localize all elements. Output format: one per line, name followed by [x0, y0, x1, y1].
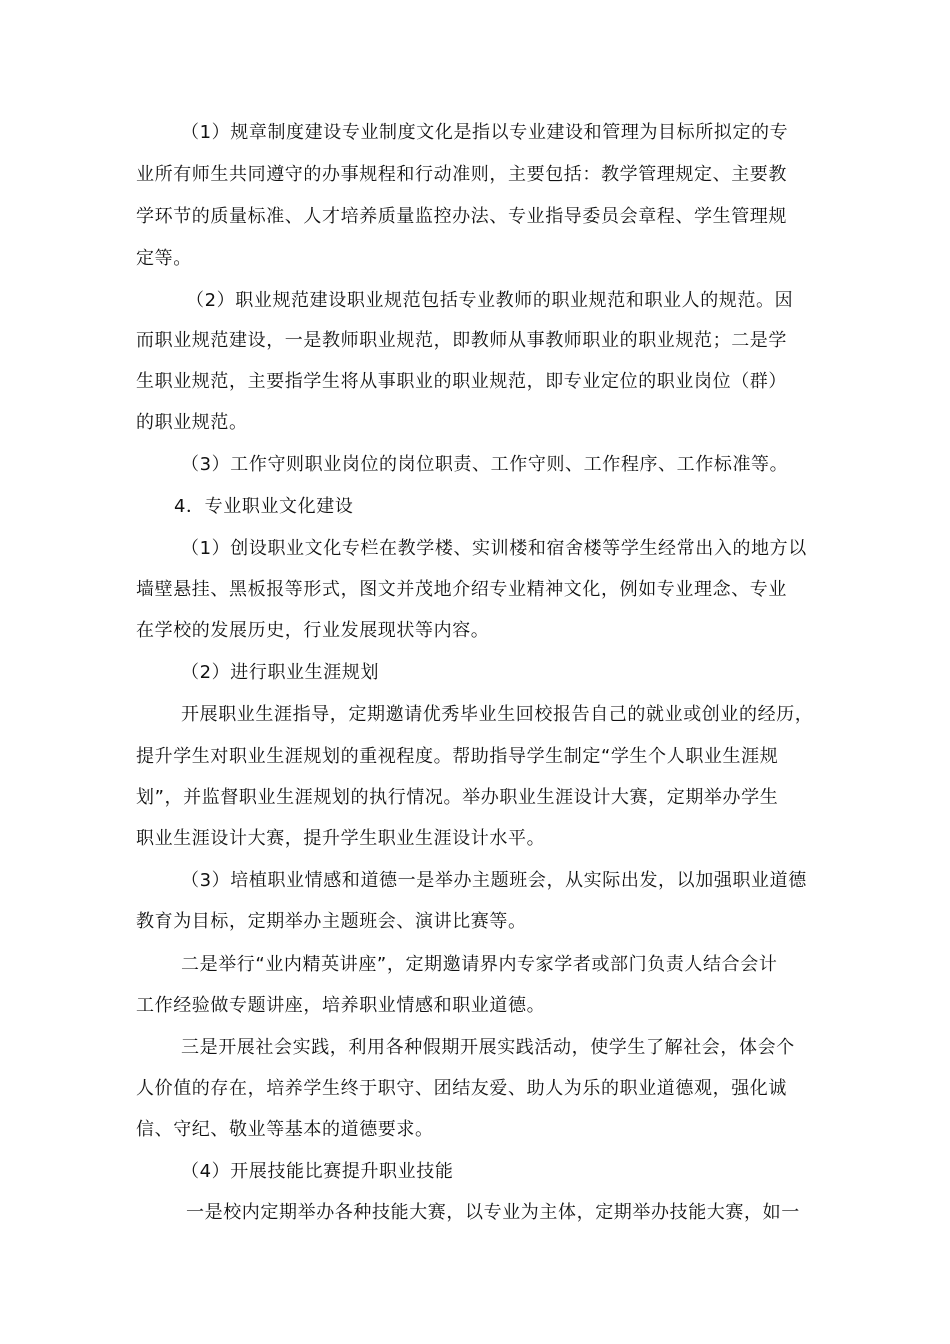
text-line: 在学校的发展历史，行业发展现状等内容。 — [136, 620, 490, 641]
text-line: 一是校内定期举办各种技能大赛，以专业为主体，定期举办技能大赛，如一 — [186, 1202, 800, 1223]
text-line: （2）职业规范建设职业规范包括专业教师的职业规范和职业人的规范。因 — [186, 290, 794, 311]
text-line: （3）培植职业情感和道德一是举办主题班会，从实际出发，以加强职业道德 — [181, 870, 807, 891]
text-line: 划”，并监督职业生涯规划的执行情况。举办职业生涯设计大赛，定期举办学生 — [136, 787, 779, 808]
text-line: 业所有师生共同遵守的办事规程和行动准则，主要包括：教学管理规定、主要教 — [136, 164, 787, 185]
text-line: 生职业规范，主要指学生将从事职业的职业规范，即专业定位的职业岗位（群） — [136, 371, 787, 392]
text-line: （1）规章制度建设专业制度文化是指以专业建设和管理为目标所拟定的专 — [181, 122, 789, 143]
text-line: （1）创设职业文化专栏在教学楼、实训楼和宿舍楼等学生经常出入的地方以 — [181, 538, 807, 559]
text-line: 墙壁悬挂、黑板报等形式，图文并茂地介绍专业精神文化，例如专业理念、专业 — [136, 579, 787, 600]
text-line: 定等。 — [136, 248, 192, 269]
text-line: 教育为目标，定期举办主题班会、演讲比赛等。 — [136, 911, 527, 932]
text-line: 工作经验做专题讲座，培养职业情感和职业道德。 — [136, 995, 546, 1016]
text-line: 人价值的存在，培养学生终于职守、团结友爱、助人为乐的职业道德观，强化诚 — [136, 1078, 787, 1099]
section-heading: 4．专业职业文化建设 — [174, 496, 354, 517]
text-line: 的职业规范。 — [136, 412, 248, 433]
text-line: 开展职业生涯指导，定期邀请优秀毕业生回校报告自己的就业或创业的经历， — [181, 704, 814, 725]
text-line: 二是举行“业内精英讲座”，定期邀请界内专家学者或部门负责人结合会计 — [181, 954, 778, 975]
text-line: 学环节的质量标准、人才培养质量监控办法、专业指导委员会章程、学生管理规 — [136, 206, 787, 227]
text-line: （4）开展技能比赛提升职业技能 — [181, 1161, 454, 1182]
text-line: （2）进行职业生涯规划 — [181, 662, 380, 683]
text-line: 而职业规范建设，一是教师职业规范，即教师从事教师职业的职业规范；二是学 — [136, 330, 787, 351]
text-line: 职业生涯设计大赛，提升学生职业生涯设计水平。 — [136, 828, 546, 849]
text-line: 信、守纪、敬业等基本的道德要求。 — [136, 1119, 434, 1140]
text-line: （3）工作守则职业岗位的岗位职责、工作守则、工作程序、工作标准等。 — [181, 454, 789, 475]
text-line: 提升学生对职业生涯规划的重视程度。帮助指导学生制定“学生个人职业生涯规 — [136, 746, 779, 767]
text-line: 三是开展社会实践，利用各种假期开展实践活动，使学生了解社会，体会个 — [181, 1037, 795, 1058]
